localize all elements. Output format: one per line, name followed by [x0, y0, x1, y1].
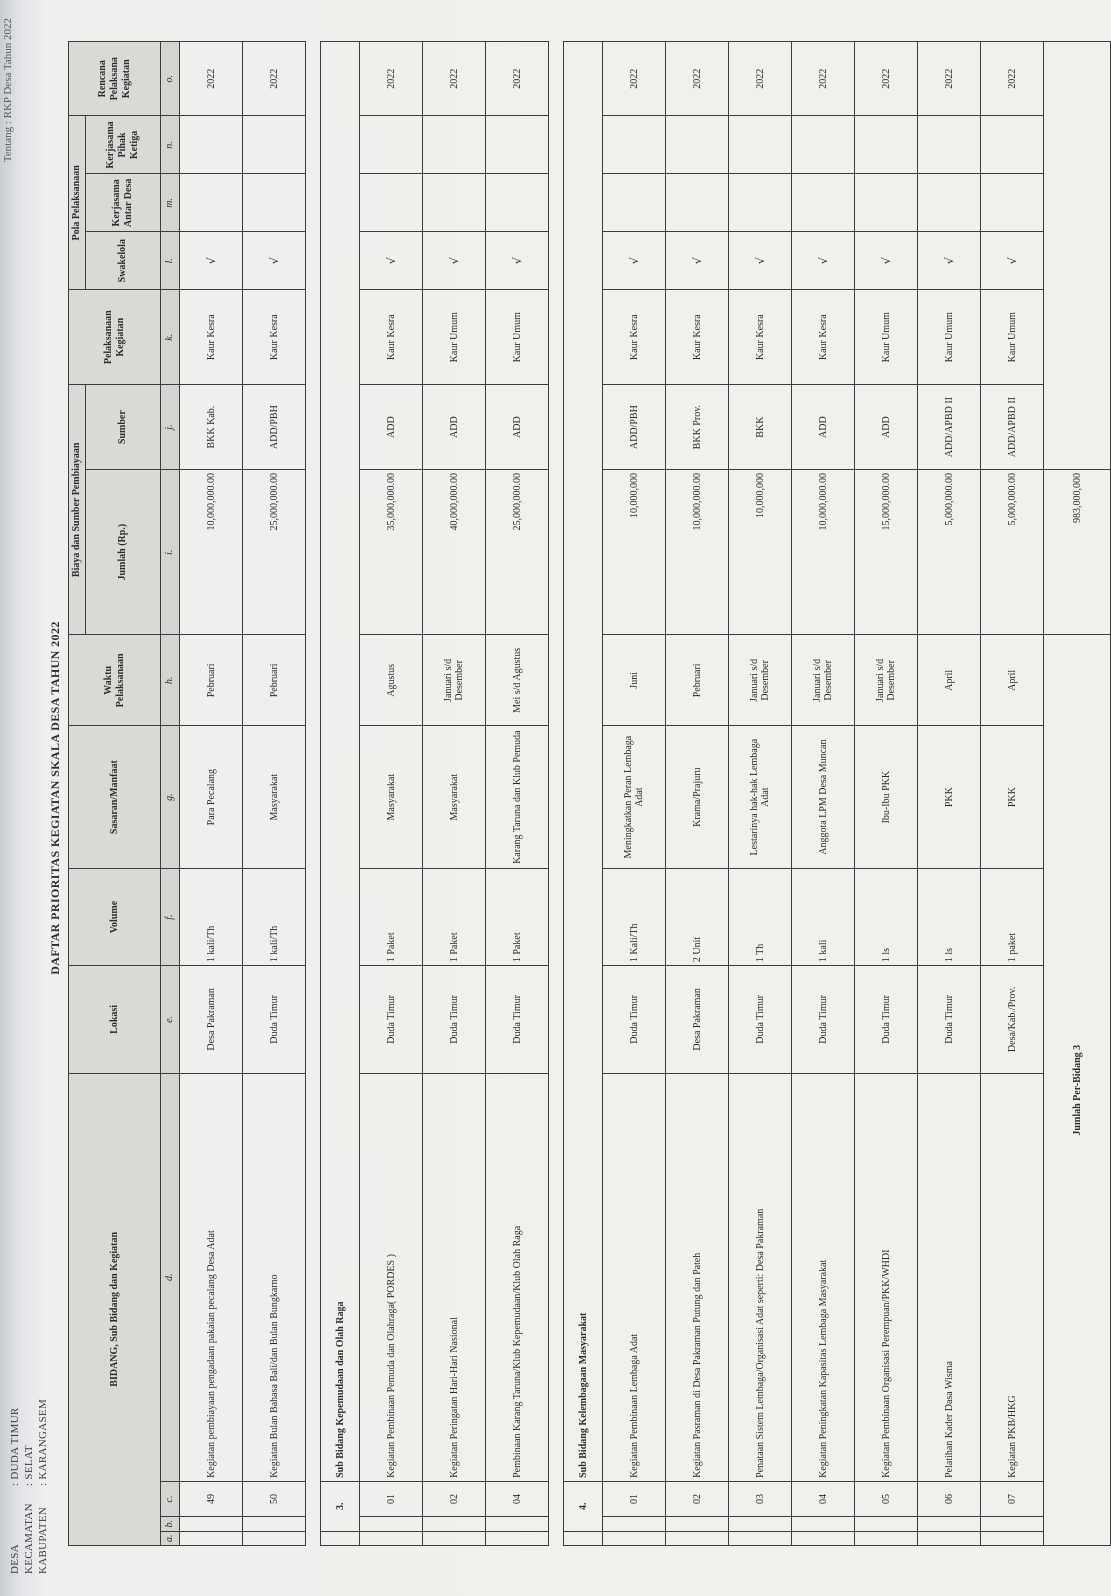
header-rencana: Rencana Pelaksana Kegiatan [69, 42, 161, 117]
cell-jumlah: 25,000,000.00 [243, 470, 306, 635]
cell-pelaksana: Kaur Umum [423, 290, 486, 385]
cell-swakelola: √ [180, 232, 243, 290]
cell-sasaran: Krama/Prajuru [666, 726, 729, 869]
table-row [666, 42, 729, 1546]
cell-sumber: ADD [792, 385, 855, 470]
cell-sasaran: Meningkatkan Peran Lembaga Adat [603, 726, 666, 869]
cell-blank [564, 1531, 603, 1545]
cell-lokasi: Duda Timur [243, 966, 306, 1073]
cell-kerjasama-antar-desa [486, 174, 549, 232]
cell-no: 01 [603, 1481, 666, 1516]
cell-kerjasama-pihak-ketiga [855, 116, 918, 174]
cell-no: 49 [180, 1481, 243, 1516]
cell-volume: 1 kali/Th [180, 868, 243, 965]
header-desa: DESA: DUDA TIMUR [9, 1407, 21, 1574]
cell-jumlah: 40,000,000.00 [423, 470, 486, 635]
cell-sumber: ADD [486, 385, 549, 470]
cell-volume: 1 paket [981, 868, 1044, 965]
column-letter: h. [161, 635, 180, 726]
cell-no: 04 [792, 1481, 855, 1516]
cell-kegiatan: Pembinaan Karang Taruna/Klub Kepemudaan/Klub Olah Raga [486, 1073, 549, 1481]
cell-sasaran: Lestarinya hak-hak Lembaga Adat [729, 726, 792, 869]
cell-blank [666, 1531, 729, 1545]
section-header-row [321, 42, 360, 1546]
cell-waktu: Pebruari [666, 635, 729, 726]
cell-kerjasama-pihak-ketiga [603, 116, 666, 174]
cell-no: 02 [666, 1481, 729, 1516]
cell-no: 02 [423, 1481, 486, 1516]
priority-activity-table [68, 41, 1111, 1546]
cell-rencana: 2022 [918, 42, 981, 117]
cell-kerjasama-antar-desa [603, 174, 666, 232]
cell-rencana: 2022 [243, 42, 306, 117]
column-letter: o. [161, 42, 180, 117]
total-row [1044, 42, 1111, 1546]
section-title: Sub Bidang Kelembagaan Masyarakat [564, 42, 603, 1482]
cell-pelaksana: Kaur Kesra [729, 290, 792, 385]
table-row [360, 42, 423, 1546]
cell-lokasi: Duda Timur [918, 966, 981, 1073]
cell-jumlah: 10,000,000.00 [666, 470, 729, 635]
header-kabupaten: KABUPATEN: KARANGASEM [37, 1398, 49, 1574]
cell-no: 04 [486, 1481, 549, 1516]
cell-kegiatan: Kegiatan pembiayaan pengadaan pakaian pecalang Desa Adat [180, 1073, 243, 1481]
cell-swakelola: √ [729, 232, 792, 290]
cell-lokasi: Desa Pakraman [180, 966, 243, 1073]
cell-lokasi: Desa Pakraman [666, 966, 729, 1073]
cell-lokasi: Duda Timur [486, 966, 549, 1073]
column-letter-row [161, 42, 180, 1546]
cell-sasaran: Para Pecalang [180, 726, 243, 869]
cell-swakelola: √ [360, 232, 423, 290]
cell-sasaran: Karang Taruna dan Klub Pemuda [486, 726, 549, 869]
cell-sumber: BKK Kab. [180, 385, 243, 470]
column-letter: k. [161, 290, 180, 385]
cell-waktu: Januari s/d Desember [423, 635, 486, 726]
cell-pelaksana: Kaur Umum [981, 290, 1044, 385]
table-row [243, 42, 306, 1546]
cell-volume: 1 ls [918, 868, 981, 965]
header-volume: Volume [69, 868, 161, 965]
cell-rencana: 2022 [729, 42, 792, 117]
column-letter: b. [161, 1517, 180, 1531]
cell-sumber: ADD [360, 385, 423, 470]
cell-kegiatan: Kegiatan Pembinaan Pemuda dan Olahraga( PORDES ) [360, 1073, 423, 1481]
cell-jumlah: 5,000,000.00 [981, 470, 1044, 635]
cell-sumber: ADD [423, 385, 486, 470]
cell-no: 50 [243, 1481, 306, 1516]
document-header [8, 1399, 50, 1574]
column-letter: e. [161, 966, 180, 1073]
cell-volume: 1 Paket [423, 868, 486, 965]
column-letter: m. [161, 174, 180, 232]
cell-volume: 1 kali/Th [243, 868, 306, 965]
header-bidang: BIDANG, Sub Bidang dan Kegiatan [69, 1073, 161, 1545]
table-row [792, 42, 855, 1546]
cell-rencana: 2022 [360, 42, 423, 117]
column-letter: j. [161, 385, 180, 470]
cell-lokasi: Duda Timur [360, 966, 423, 1073]
cell-waktu: Januari s/d Desember [729, 635, 792, 726]
cell-swakelola: √ [855, 232, 918, 290]
cell-blank [321, 1531, 360, 1545]
cell-kerjasama-pihak-ketiga [918, 116, 981, 174]
cell-volume: 1 ls [855, 868, 918, 965]
header-kerjasama-antar-desa: Kerjasama Antar Desa [86, 174, 161, 232]
cell-kerjasama-antar-desa [243, 174, 306, 232]
cell-pelaksana: Kaur Kesra [792, 290, 855, 385]
cell-kerjasama-antar-desa [855, 174, 918, 232]
cell-volume: 2 Unit [666, 868, 729, 965]
header-pola-group: Pola Pelaksanaan [69, 116, 86, 290]
cell-sasaran: Masyarakat [423, 726, 486, 869]
cell-jumlah: 35,000,000.00 [360, 470, 423, 635]
table-row [603, 42, 666, 1546]
cell-jumlah: 10,000,000 [603, 470, 666, 635]
cell-sasaran: PKK [981, 726, 1044, 869]
cell-kerjasama-antar-desa [360, 174, 423, 232]
cell-blank [180, 1531, 243, 1545]
cell-sumber: BKK Prov. [666, 385, 729, 470]
cell-sumber: ADD/PBH [603, 385, 666, 470]
cell-blank [855, 1531, 918, 1545]
cell-sasaran: Anggota LPM Desa Muncan [792, 726, 855, 869]
table-row [918, 42, 981, 1546]
total-label: Jumlah Per-Bidang 3 [1044, 635, 1111, 1546]
table-row [486, 42, 549, 1546]
cell-blank [1044, 42, 1111, 470]
cell-lokasi: Duda Timur [729, 966, 792, 1073]
cell-waktu: Mei s/d Agustus [486, 635, 549, 726]
cell-kegiatan: Pelatihan Kader Dasa Wisma [918, 1073, 981, 1481]
cell-sumber: ADD/APBD II [981, 385, 1044, 470]
section-number: 3. [321, 1481, 360, 1531]
cell-pelaksana: Kaur Kesra [666, 290, 729, 385]
cell-rencana: 2022 [423, 42, 486, 117]
column-letter: a. [161, 1531, 180, 1545]
cell-blank [792, 1517, 855, 1531]
cell-no: 07 [981, 1481, 1044, 1516]
cell-swakelola: √ [243, 232, 306, 290]
cell-kerjasama-antar-desa [981, 174, 1044, 232]
cell-blank [180, 1517, 243, 1531]
cell-lokasi: Duda Timur [423, 966, 486, 1073]
column-letter: f. [161, 868, 180, 965]
cell-waktu: April [981, 635, 1044, 726]
cell-no: 03 [729, 1481, 792, 1516]
cell-blank [243, 1517, 306, 1531]
cell-waktu: Pebruari [180, 635, 243, 726]
column-letter: c. [161, 1481, 180, 1516]
cell-blank [792, 1531, 855, 1545]
cell-blank [360, 1531, 423, 1545]
header-jumlah: Jumlah (Rp.) [86, 470, 161, 635]
header-kerjasama-pihak-ketiga: Kerjasama Pihak Ketiga [86, 116, 161, 174]
section-title: Sub Bidang Kepemudaan dan Olah Raga [321, 42, 360, 1482]
cell-waktu: Januari s/d Desember [855, 635, 918, 726]
cell-kerjasama-antar-desa [666, 174, 729, 232]
cell-kegiatan: Kegiatan Peningkatan Kapasitas Lembaga Masyarakat [792, 1073, 855, 1481]
cell-swakelola: √ [918, 232, 981, 290]
cell-sasaran: Masyarakat [243, 726, 306, 869]
cell-kerjasama-pihak-ketiga [486, 116, 549, 174]
cell-sasaran: Ibu-Ibu PKK [855, 726, 918, 869]
section-number: 4. [564, 1481, 603, 1531]
cell-no: 05 [855, 1481, 918, 1516]
cell-lokasi: Duda Timur [792, 966, 855, 1073]
cell-swakelola: √ [603, 232, 666, 290]
cell-jumlah: 10,000,000.00 [792, 470, 855, 635]
cell-jumlah: 5,000,000.00 [918, 470, 981, 635]
cell-waktu: Januari s/d Desember [792, 635, 855, 726]
cell-swakelola: √ [981, 232, 1044, 290]
cell-rencana: 2022 [603, 42, 666, 117]
cell-pelaksana: Kaur Kesra [360, 290, 423, 385]
cell-blank [603, 1531, 666, 1545]
cell-volume: 1 Th [729, 868, 792, 965]
cell-kegiatan: Kegiatan Bulan Bahasa Bali/dan Bulan Bungkarno [243, 1073, 306, 1481]
cell-kegiatan: Kegiatan Peringatan Hari-Hari Nasional [423, 1073, 486, 1481]
cell-blank [423, 1531, 486, 1545]
cell-lokasi: Duda Timur [855, 966, 918, 1073]
cell-sumber: ADD/PBH [243, 385, 306, 470]
cell-sumber: BKK [729, 385, 792, 470]
cell-blank [729, 1517, 792, 1531]
section-spacer [549, 42, 564, 1546]
cell-rencana: 2022 [486, 42, 549, 117]
cell-kegiatan: Kegiatan Pasraman di Desa Pakraman Putung dan Pateh [666, 1073, 729, 1481]
cell-pelaksana: Kaur Umum [855, 290, 918, 385]
cell-kerjasama-antar-desa [423, 174, 486, 232]
table-row [855, 42, 918, 1546]
header-swakelola: Swakelola [86, 232, 161, 290]
cell-kerjasama-antar-desa [180, 174, 243, 232]
cell-blank [918, 1531, 981, 1545]
cell-no: 01 [360, 1481, 423, 1516]
column-letter: g. [161, 726, 180, 869]
cell-kerjasama-antar-desa [918, 174, 981, 232]
table-body [180, 42, 1111, 1546]
table-row [729, 42, 792, 1546]
cell-kegiatan: Kegiatan Pembinaan Organisasi Perempuan/PKK/WHDI [855, 1073, 918, 1481]
cell-sasaran: PKK [918, 726, 981, 869]
cell-pelaksana: Kaur Umum [486, 290, 549, 385]
cell-rencana: 2022 [855, 42, 918, 117]
cell-blank [243, 1531, 306, 1545]
table-row [981, 42, 1044, 1546]
cell-rencana: 2022 [180, 42, 243, 117]
cell-blank [918, 1517, 981, 1531]
cell-swakelola: √ [423, 232, 486, 290]
cell-sumber: ADD/APBD II [918, 385, 981, 470]
cell-swakelola: √ [666, 232, 729, 290]
header-sumber: Sumber [86, 385, 161, 470]
cell-sasaran: Masyarakat [360, 726, 423, 869]
cell-jumlah: 25,000,000.00 [486, 470, 549, 635]
cell-pelaksana: Kaur Kesra [180, 290, 243, 385]
cell-waktu: Juni [603, 635, 666, 726]
cell-volume: 1 Kali/Th [603, 868, 666, 965]
cell-blank [486, 1531, 549, 1545]
cell-volume: 1 kali [792, 868, 855, 965]
spacer-cell [306, 42, 321, 1546]
cell-kerjasama-pihak-ketiga [180, 116, 243, 174]
column-letter: i. [161, 470, 180, 635]
cell-jumlah: 15,000,000.00 [855, 470, 918, 635]
cell-blank [666, 1517, 729, 1531]
header-biaya-group: Biaya dan Sumber Pembiayaan [69, 385, 86, 635]
cell-rencana: 2022 [792, 42, 855, 117]
cell-kegiatan: Kegiatan Pembinaan Lembaga Adat [603, 1073, 666, 1481]
cell-pelaksana: Kaur Kesra [603, 290, 666, 385]
spacer-cell [549, 42, 564, 1546]
cell-pelaksana: Kaur Kesra [243, 290, 306, 385]
total-value: 983,000,000 [1044, 470, 1111, 635]
header-lokasi: Lokasi [69, 966, 161, 1073]
cell-swakelola: √ [486, 232, 549, 290]
column-letter: d. [161, 1073, 180, 1481]
cell-waktu: Agustus [360, 635, 423, 726]
section-header-row [564, 42, 603, 1546]
cell-no: 06 [918, 1481, 981, 1516]
section-spacer [306, 42, 321, 1546]
cell-kegiatan: Kegiatan PKB/HKG [981, 1073, 1044, 1481]
cell-blank [360, 1517, 423, 1531]
cell-blank [729, 1531, 792, 1545]
cell-kerjasama-pihak-ketiga [243, 116, 306, 174]
cell-blank [981, 1531, 1044, 1545]
cell-volume: 1 Paket [486, 868, 549, 965]
cell-pelaksana: Kaur Umum [918, 290, 981, 385]
column-letter: l. [161, 232, 180, 290]
cell-lokasi: Desa/Kab./Prov. [981, 966, 1044, 1073]
cell-kerjasama-pihak-ketiga [360, 116, 423, 174]
cell-waktu: April [918, 635, 981, 726]
cell-lokasi: Duda Timur [603, 966, 666, 1073]
cell-kerjasama-pihak-ketiga [423, 116, 486, 174]
cell-jumlah: 10,000,000.00 [180, 470, 243, 635]
cell-blank [603, 1517, 666, 1531]
cell-rencana: 2022 [666, 42, 729, 117]
cell-kerjasama-pihak-ketiga [666, 116, 729, 174]
cell-kegiatan: Penataan Sistem Lembaga/Organisasi Adat seperti: Desa Pakraman [729, 1073, 792, 1481]
cell-kerjasama-pihak-ketiga [792, 116, 855, 174]
cell-waktu: Pebruari [243, 635, 306, 726]
cell-volume: 1 Paket [360, 868, 423, 965]
header-kecamatan: KECAMATAN: SELAT [23, 1445, 35, 1574]
cell-blank [486, 1517, 549, 1531]
cell-blank [855, 1517, 918, 1531]
cell-sumber: ADD [855, 385, 918, 470]
cell-jumlah: 10,000,000 [729, 470, 792, 635]
cell-rencana: 2022 [981, 42, 1044, 117]
cell-blank [423, 1517, 486, 1531]
header-sasaran: Sasaran/Manfaat [69, 726, 161, 869]
cell-kerjasama-antar-desa [792, 174, 855, 232]
header-pelaksana: Pelaksanaan Kegiatan [69, 290, 161, 385]
cell-kerjasama-pihak-ketiga [729, 116, 792, 174]
cell-kerjasama-antar-desa [729, 174, 792, 232]
cell-kerjasama-pihak-ketiga [981, 116, 1044, 174]
table-row [423, 42, 486, 1546]
table-row [180, 42, 243, 1546]
page-title: DAFTAR PRIORITAS KEGIATAN SKALA DESA TAHUN 2022 [48, 621, 62, 975]
column-letter: n. [161, 116, 180, 174]
cell-swakelola: √ [792, 232, 855, 290]
document-reference: Tentang : RKP Desa Tahun 2022 [2, 18, 14, 163]
cell-blank [981, 1517, 1044, 1531]
header-waktu: Waktu Pelaksanaan [69, 635, 161, 726]
